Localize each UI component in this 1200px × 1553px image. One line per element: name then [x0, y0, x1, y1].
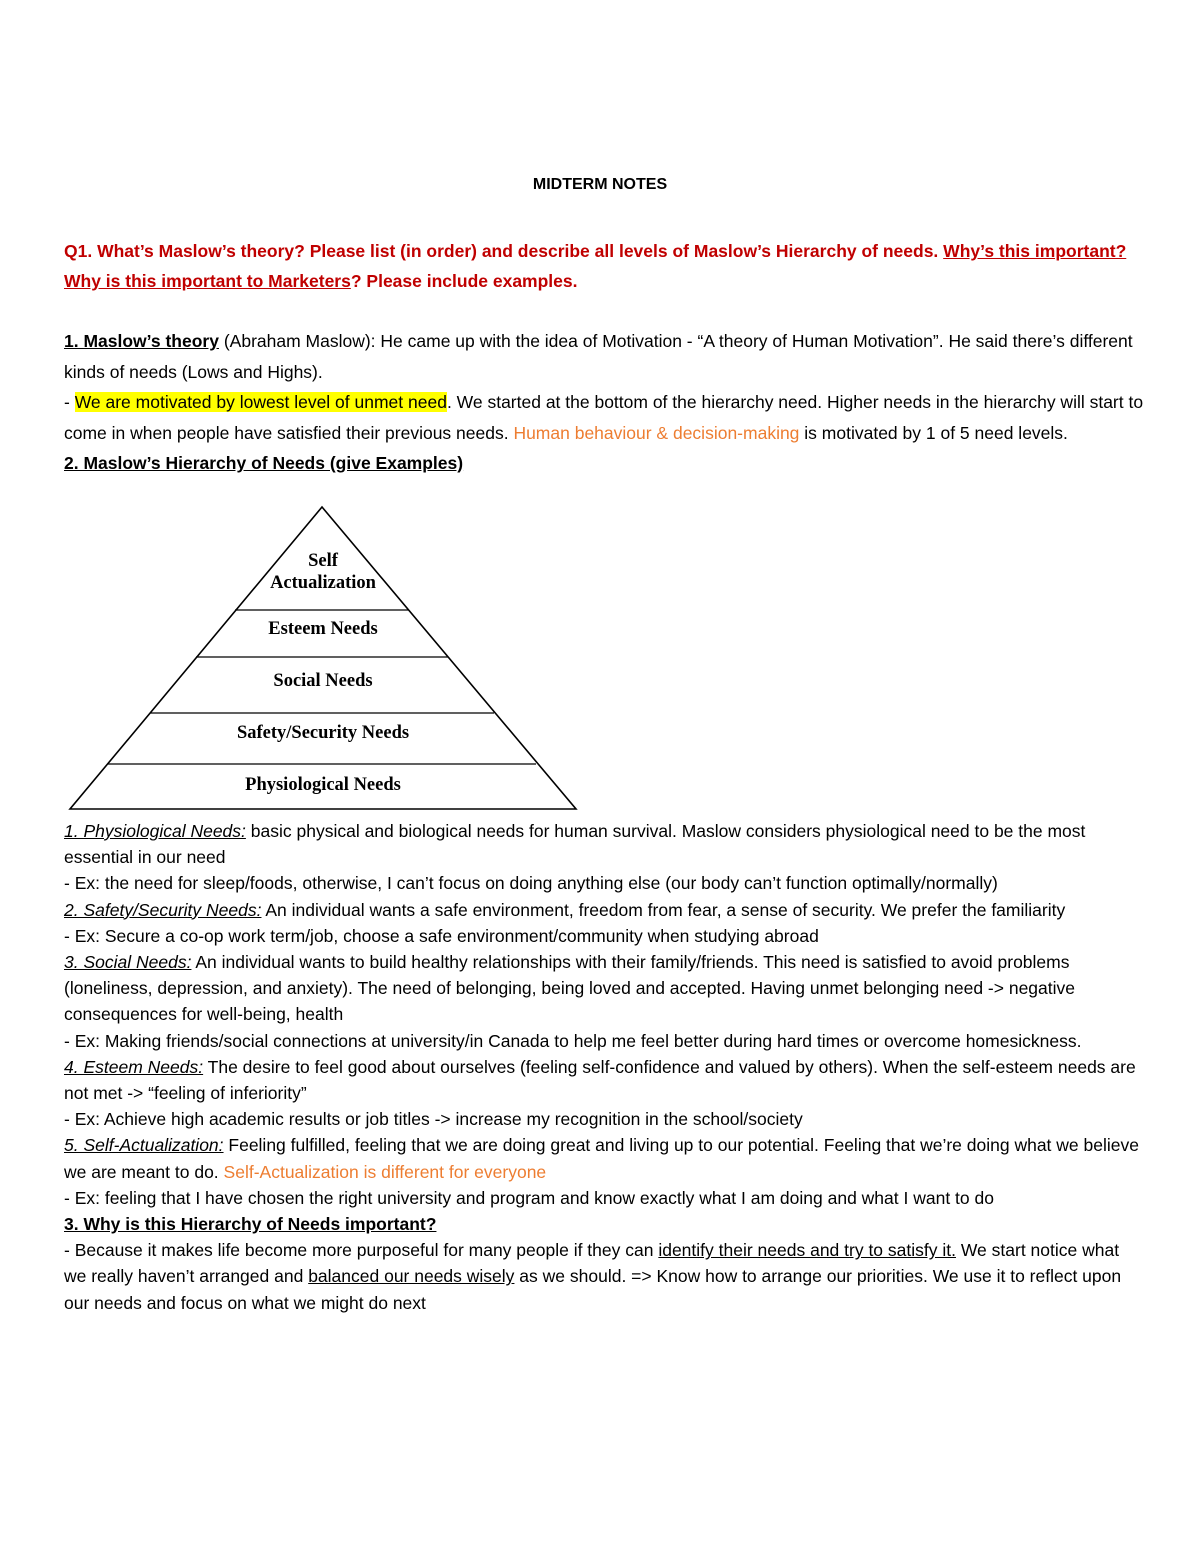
- need-safety: [64, 897, 1144, 923]
- need-social: [64, 949, 1144, 1028]
- question-heading: [64, 236, 1144, 296]
- highlighted-text: We are motivated by lowest level of unmet need: [74, 392, 447, 412]
- need-label: 1. Physiological Needs:: [64, 821, 246, 841]
- pyramid-level-safety: Safety/Security Needs: [236, 723, 410, 743]
- pyramid-level-actualization: Actualization: [270, 573, 376, 593]
- need-desc: An individual wants to build healthy relationships with their family/friends. This need is satisfied to avoid problems (loneliness, depression, and anxiety). The need of belonging, being loved and accepted. Having unmet belonging need -> negative consequences for well-being, health: [64, 952, 1076, 1025]
- need-label: 2. Safety/Security Needs:: [64, 899, 262, 920]
- intro-line2: . We started at the bottom of the hierarchy need. Higher needs in the hierarchy will start to come in when people have satisfied their previous needs.: [64, 392, 1144, 443]
- why-text-3: as we should. => Know how to arrange our priorities. We use it to reflect upon our needs and focus on what we might do next: [64, 1266, 1122, 1313]
- need-example: - Ex: the need for sleep/foods, otherwise, I can’t focus on doing anything else (our body can’t function optimally/normally): [64, 873, 998, 894]
- need-example: - Ex: Making friends/social connections at university/in Canada to help me feel better during hard times or overcome homesickness.: [64, 1030, 1082, 1051]
- section-heading-hierarchy: 2. Maslow’s Hierarchy of Needs (give Examples): [64, 453, 464, 473]
- need-desc: The desire to feel good about ourselves (feeling self-confidence and valued by others). When the self-esteem needs are not met -> “feeling of inferiority”: [64, 1056, 1136, 1104]
- intro-section: [64, 326, 1144, 479]
- intro-dash: -: [64, 392, 75, 412]
- why-text-1: - Because it makes life become more purposeful for many people if they can: [64, 1240, 659, 1261]
- question-underline-2: Why is this important to Marketers: [64, 271, 351, 291]
- need-esteem: [64, 1054, 1144, 1106]
- need-example: - Ex: Achieve high academic results or job titles -> increase my recognition in the school/society: [64, 1109, 803, 1130]
- section-heading-theory: 1. Maslow’s theory: [64, 331, 219, 351]
- intro-line1: (Abraham Maslow): He came up with the idea of Motivation - “A theory of Human Motivation”. He said there’s different kinds of needs (Lows and Highs).: [64, 331, 1133, 382]
- need-self-actualization: [64, 1132, 1144, 1184]
- need-example: - Ex: Secure a co-op work term/job, choose a safe environment/community when studying abroad: [64, 925, 819, 946]
- section-heading-why: 3. Why is this Hierarchy of Needs important?: [64, 1214, 437, 1235]
- pyramid-level-social: Social Needs: [273, 671, 373, 691]
- intro-paragraph-1: [64, 326, 1144, 387]
- why-text-2: We start notice what we really haven’t arranged and: [64, 1240, 1120, 1287]
- need-example: - Ex: feeling that I have chosen the right university and program and know exactly what I am doing and what I want to do: [64, 1187, 994, 1208]
- orange-text-behaviour: Human behaviour & decision-making: [513, 422, 800, 443]
- need-label: 5. Self-Actualization:: [64, 1135, 224, 1156]
- pyramid-level-physiological: Physiological Needs: [245, 775, 401, 795]
- needs-notes: [64, 818, 1144, 1316]
- need-label: 3. Social Needs:: [64, 952, 192, 973]
- need-desc: Feeling fulfilled, feeling that we are doing great and living up to our potential. Feeling that we’re doing what we believe we are meant to do.: [64, 1135, 1139, 1182]
- question-underline-1: Why’s this important?: [943, 241, 1127, 261]
- need-physiological: [64, 818, 1144, 870]
- intro-paragraph-2: [64, 387, 1144, 448]
- maslow-pyramid-diagram: [64, 500, 584, 814]
- why-underline-2: balanced our needs wisely: [308, 1266, 515, 1287]
- need-desc: An individual wants a safe environment, freedom from fear, a sense of security. We prefer the familiarity: [261, 899, 1066, 920]
- intro-line2-tail: is motivated by 1 of 5 need levels.: [799, 422, 1068, 443]
- question-tail: ? Please include examples.: [350, 271, 578, 291]
- pyramid-level-esteem: Esteem Needs: [268, 619, 378, 639]
- why-paragraph: [64, 1237, 1144, 1316]
- orange-text-self-actualization: Self-Actualization is different for everyone: [223, 1161, 547, 1182]
- why-underline-1: identify their needs and try to satisfy it.: [658, 1240, 956, 1261]
- need-label: 4. Esteem Needs:: [64, 1056, 204, 1077]
- question-text: Q1. What’s Maslow’s theory? Please list (in order) and describe all levels of Maslow’s Hierarchy of needs.: [64, 241, 944, 261]
- need-desc: basic physical and biological needs for human survival. Maslow considers physiological need to be the most essential in our need: [64, 821, 1086, 868]
- pyramid-level-self: Self: [308, 551, 338, 571]
- page-title: MIDTERM NOTES: [532, 176, 668, 193]
